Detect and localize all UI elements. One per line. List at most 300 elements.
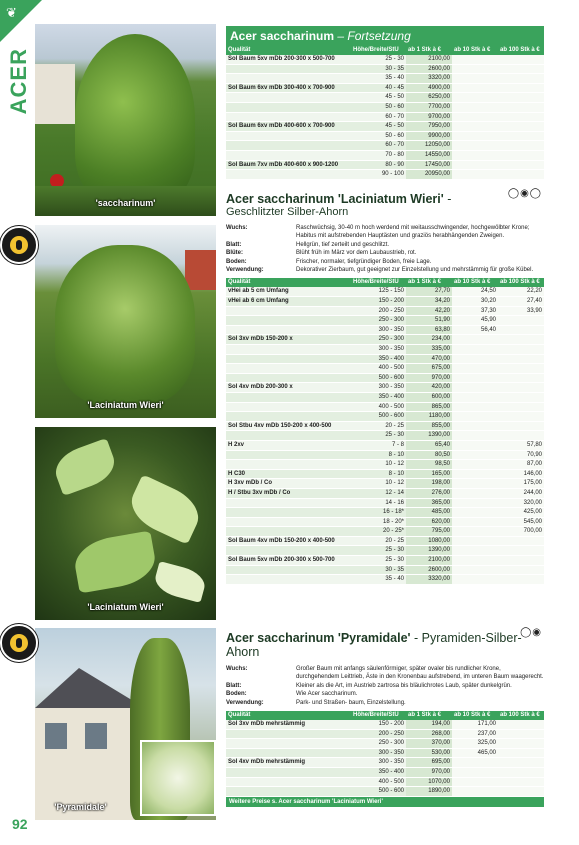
table-cell: H C30 (226, 469, 351, 479)
table-cell: 9700,00 (406, 112, 452, 122)
description-label: Blüte: (226, 250, 243, 257)
table-cell (452, 354, 498, 364)
table-cell: 2600,00 (406, 64, 452, 74)
table-cell: Sol Baum 4xv mDb 150-200 x 400-500 (226, 536, 351, 546)
table-cell (226, 64, 351, 74)
table-row (226, 335, 544, 345)
table-cell (452, 345, 498, 355)
table-cell: 22,20 (498, 287, 544, 296)
table-cell: 34,20 (406, 297, 452, 307)
table-cell: vHei ab 6 cm Umfang (226, 297, 351, 307)
table-cell: 27,70 (406, 287, 452, 296)
table-cell (498, 412, 544, 422)
table-cell: 45 - 50 (351, 93, 406, 103)
table-cell: 300 - 350 (351, 758, 406, 768)
table-cell: 237,00 (452, 729, 498, 739)
table-cell (226, 729, 351, 739)
table-cell: 250 - 300 (351, 335, 406, 345)
table-cell: 8 - 10 (351, 450, 406, 460)
table-row (226, 364, 544, 374)
table-cell: 51,90 (406, 316, 452, 326)
table-cell: 1080,00 (406, 536, 452, 546)
table-cell: 150 - 200 (351, 720, 406, 729)
table-row (226, 160, 544, 170)
table-cell (452, 508, 498, 518)
description-label: Wuchs: (226, 666, 248, 672)
table-cell: 98,50 (406, 460, 452, 470)
block-saccharinum-continued (226, 26, 544, 180)
table-cell: 150 - 200 (351, 297, 406, 307)
table-cell (226, 392, 351, 402)
table-cell: 365,00 (406, 498, 452, 508)
column-header: ab 1 Stk à € (406, 711, 452, 720)
table-cell (498, 758, 544, 768)
column-header: Höhe/Breite/StU (351, 278, 406, 287)
description-text: Blüht früh im März vor dem Laubaustrieb, rot. (296, 250, 417, 257)
table-cell: 865,00 (406, 402, 452, 412)
table-cell: 1070,00 (406, 777, 452, 787)
product-description (226, 224, 544, 274)
column-header: ab 10 Stk à € (452, 46, 498, 55)
column-header: Höhe/Breite/StU (351, 711, 406, 720)
table-cell (452, 74, 498, 84)
table-cell (498, 575, 544, 585)
table-cell (498, 102, 544, 112)
table-row (226, 517, 544, 527)
table-cell (498, 345, 544, 355)
column-header: ab 100 Stk à € (498, 711, 544, 720)
table-cell: 10 - 12 (351, 460, 406, 470)
table-row (226, 777, 544, 787)
table-row (226, 141, 544, 151)
table-cell: 12 - 14 (351, 488, 406, 498)
table-cell (452, 150, 498, 160)
description-label: Boden: (226, 691, 247, 698)
table-cell (452, 383, 498, 393)
table-cell: 250 - 300 (351, 739, 406, 749)
table-cell: 25 - 30 (351, 546, 406, 556)
table-row (226, 325, 544, 335)
table-cell: 500 - 600 (351, 787, 406, 797)
table-cell (498, 325, 544, 335)
table-cell: 500 - 600 (351, 412, 406, 422)
block-title-bar (226, 26, 544, 46)
block-laciniatum-wieri (226, 188, 544, 585)
table-cell: vHei ab 5 cm Umfang (226, 287, 351, 296)
description-label: Wuchs: (226, 225, 248, 231)
table-cell: 530,00 (406, 748, 452, 758)
table-cell: 268,00 (406, 729, 452, 739)
table-cell (452, 450, 498, 460)
table-footnote: Weitere Preise s. Acer saccharinum 'Laciniatum Wieri' (226, 797, 544, 807)
table-cell: H 3xv mDb / Co (226, 479, 351, 489)
table-cell: 50 - 60 (351, 102, 406, 112)
table-cell: 80 - 90 (351, 160, 406, 170)
table-cell (226, 141, 351, 151)
photo-caption: 'saccharinum' (95, 198, 156, 208)
table-row (226, 498, 544, 508)
table-row (226, 565, 544, 575)
table-cell (498, 112, 544, 122)
table-cell (452, 498, 498, 508)
table-cell (498, 720, 544, 729)
table-cell (452, 373, 498, 383)
table-cell (498, 122, 544, 132)
table-cell: 425,00 (498, 508, 544, 518)
table-row (226, 354, 544, 364)
bee-friendly-icon (0, 624, 38, 662)
table-cell: 244,00 (498, 488, 544, 498)
table-cell: 63,80 (406, 325, 452, 335)
table-cell (498, 729, 544, 739)
table-cell: 465,00 (452, 748, 498, 758)
description-label: Blatt: (226, 241, 242, 248)
table-cell (226, 170, 351, 180)
table-cell: 545,00 (498, 517, 544, 527)
table-cell (498, 546, 544, 556)
table-cell: 17450,00 (406, 160, 452, 170)
table-row (226, 402, 544, 412)
bee-friendly-icon (0, 226, 38, 264)
table-cell: 325,00 (452, 739, 498, 749)
table-cell: 675,00 (406, 364, 452, 374)
table-cell: 200 - 250 (351, 729, 406, 739)
table-cell: 146,00 (498, 469, 544, 479)
table-cell: 65,40 (406, 440, 452, 450)
table-cell (452, 527, 498, 537)
table-cell (226, 527, 351, 537)
table-cell: 25 - 30 (351, 556, 406, 566)
page-number: 92 (12, 816, 28, 832)
table-cell: Sol Baum 5xv mDb 200-300 x 500-700 (226, 55, 351, 64)
table-cell: 37,30 (452, 306, 498, 316)
table-cell (452, 402, 498, 412)
table-cell: 9900,00 (406, 131, 452, 141)
table-row (226, 306, 544, 316)
description-label: Boden: (226, 258, 247, 265)
table-cell: 70 - 80 (351, 150, 406, 160)
table-cell (452, 536, 498, 546)
table-cell: 175,00 (498, 479, 544, 489)
table-row (226, 556, 544, 566)
table-cell: 7950,00 (406, 122, 452, 132)
table-cell (452, 421, 498, 431)
table-cell: Sol Baum 5xv mDb 200-300 x 500-700 (226, 556, 351, 566)
table-cell: Sol 4xv mDb 200-300 x (226, 383, 351, 393)
table-cell (452, 412, 498, 422)
product-title: Acer saccharinum 'Laciniatum Wieri' - (226, 192, 452, 206)
table-cell: Sol Stbu 4xv mDb 150-200 x 400-500 (226, 421, 351, 431)
table-cell (226, 508, 351, 518)
table-cell: 50 - 60 (351, 131, 406, 141)
table-cell (226, 460, 351, 470)
table-row (226, 74, 544, 84)
table-cell: 970,00 (406, 768, 452, 778)
table-cell: 350 - 400 (351, 768, 406, 778)
table-cell (226, 325, 351, 335)
table-cell (452, 112, 498, 122)
table-cell (452, 102, 498, 112)
table-row (226, 748, 544, 758)
table-cell: 620,00 (406, 517, 452, 527)
block-title: Acer saccharinum (230, 29, 335, 43)
table-cell: 855,00 (406, 421, 452, 431)
table-cell: Sol 4xv mDb mehrstämmig (226, 758, 351, 768)
table-row (226, 536, 544, 546)
table-cell: Sol Baum 7xv mDb 400-600 x 900-1200 (226, 160, 351, 170)
table-cell: 300 - 350 (351, 325, 406, 335)
table-cell: 400 - 500 (351, 364, 406, 374)
description-text: Dekorativer Zierbaum, gut geeignet zur Einzelstellung und mehrstämmig für große Kübel. (296, 267, 534, 274)
column-header: ab 1 Stk à € (406, 46, 452, 55)
photo-laciniatum-leaves (35, 427, 216, 620)
photo-pyramidale (35, 628, 216, 820)
table-cell: 14550,00 (406, 150, 452, 160)
table-cell (498, 131, 544, 141)
table-cell: 2600,00 (406, 565, 452, 575)
product-title: Acer saccharinum 'Pyramidale' - Pyramiden-Silber-Ahorn (226, 631, 522, 659)
table-cell (498, 565, 544, 575)
table-cell: 8 - 10 (351, 469, 406, 479)
table-cell (226, 74, 351, 84)
table-cell: 7700,00 (406, 102, 452, 112)
description-text: Park- und Straßen- baum, Einzelstellung. (296, 699, 406, 706)
description-text: Hellgrün, tief zerteilt und geschlitzt. (296, 241, 390, 248)
table-cell: 45,90 (452, 316, 498, 326)
table-cell: 60 - 70 (351, 112, 406, 122)
table-cell (226, 768, 351, 778)
table-cell (452, 479, 498, 489)
price-table-2 (226, 278, 544, 584)
table-cell: 57,80 (498, 440, 544, 450)
table-cell (498, 402, 544, 412)
table-cell (498, 93, 544, 103)
table-cell: 12050,00 (406, 141, 452, 151)
table-cell (452, 469, 498, 479)
table-row (226, 316, 544, 326)
table-cell (226, 498, 351, 508)
table-row (226, 55, 544, 64)
table-cell (498, 83, 544, 93)
description-label: Verwendung: (226, 699, 264, 706)
table-cell: 45 - 50 (351, 122, 406, 132)
description-text: Frischer, normaler, tiefgründiger Boden, freie Lage. (296, 258, 432, 265)
table-cell: 20 - 25 (351, 536, 406, 546)
table-cell (452, 460, 498, 470)
table-cell: 27,40 (498, 297, 544, 307)
table-cell: 30 - 35 (351, 64, 406, 74)
table-cell (226, 345, 351, 355)
photo-saccharinum (35, 24, 216, 216)
table-cell: 20 - 25* (351, 527, 406, 537)
table-cell (226, 373, 351, 383)
table-cell (452, 392, 498, 402)
table-cell (498, 392, 544, 402)
table-cell (498, 316, 544, 326)
table-row (226, 739, 544, 749)
table-cell: 276,00 (406, 488, 452, 498)
table-cell: 20 - 25 (351, 421, 406, 431)
column-header: ab 100 Stk à € (498, 278, 544, 287)
table-cell (226, 93, 351, 103)
table-cell (226, 316, 351, 326)
table-cell (452, 64, 498, 74)
description-label: Blatt: (226, 682, 242, 689)
table-row (226, 768, 544, 778)
table-row (226, 83, 544, 93)
table-cell: 335,00 (406, 345, 452, 355)
table-row (226, 112, 544, 122)
table-cell: 400 - 500 (351, 777, 406, 787)
table-cell (226, 112, 351, 122)
table-row (226, 102, 544, 112)
table-cell (226, 364, 351, 374)
symbol-icons: ◯◉◯ (507, 188, 542, 199)
table-cell (452, 777, 498, 787)
table-row (226, 508, 544, 518)
table-row (226, 345, 544, 355)
block-pyramidale (226, 627, 544, 807)
photo-caption: 'Pyramidale' (54, 802, 107, 812)
table-row (226, 460, 544, 470)
table-cell (452, 431, 498, 441)
table-cell: 2100,00 (406, 556, 452, 566)
table-cell: 1890,00 (406, 787, 452, 797)
table-cell (226, 739, 351, 749)
table-cell (452, 122, 498, 132)
table-row (226, 431, 544, 441)
table-cell: 171,00 (452, 720, 498, 729)
table-cell: 14 - 16 (351, 498, 406, 508)
table-cell (226, 306, 351, 316)
description-text: Großer Baum mit anfangs säulenförmiger, später ovaler bis rundlicher Krone, durchgehendem Leittrieb, Äste in den Kronenbau aufstrebend, im unteren Baum waagerecht. (296, 666, 544, 681)
table-cell: 56,40 (452, 325, 498, 335)
table-cell: 1390,00 (406, 546, 452, 556)
photo-caption: 'Laciniatum Wieri' (87, 602, 164, 612)
table-row (226, 122, 544, 132)
table-cell (452, 170, 498, 180)
table-cell (452, 787, 498, 797)
table-cell (226, 102, 351, 112)
table-cell: 35 - 40 (351, 74, 406, 84)
table-row (226, 546, 544, 556)
table-cell: 700,00 (498, 527, 544, 537)
table-row (226, 469, 544, 479)
table-cell (452, 335, 498, 345)
price-table-1 (226, 46, 544, 180)
column-header: ab 1 Stk à € (406, 278, 452, 287)
table-cell (498, 373, 544, 383)
table-cell: 2100,00 (406, 55, 452, 64)
table-cell (498, 777, 544, 787)
block-title-suffix: – Fortsetzung (337, 29, 411, 43)
table-cell (226, 748, 351, 758)
table-row (226, 150, 544, 160)
product-description (226, 665, 544, 707)
table-cell: 198,00 (406, 479, 452, 489)
table-cell: 600,00 (406, 392, 452, 402)
table-cell: Sol 3xv mDb mehrstämmig (226, 720, 351, 729)
table-cell (498, 364, 544, 374)
table-cell (498, 748, 544, 758)
table-row (226, 527, 544, 537)
table-cell (498, 74, 544, 84)
table-cell: 33,90 (498, 306, 544, 316)
table-cell: 7 - 8 (351, 440, 406, 450)
table-cell: 42,20 (406, 306, 452, 316)
table-cell: 90 - 100 (351, 170, 406, 180)
photo-laciniatum-tree (35, 225, 216, 418)
table-row (226, 373, 544, 383)
table-cell (498, 55, 544, 64)
table-cell (498, 383, 544, 393)
table-cell (452, 364, 498, 374)
description-text: Wie Acer saccharinum. (296, 691, 358, 698)
table-cell: 350 - 400 (351, 392, 406, 402)
table-cell: 125 - 150 (351, 287, 406, 296)
table-cell (452, 758, 498, 768)
table-row (226, 575, 544, 585)
table-cell: 234,00 (406, 335, 452, 345)
table-cell (452, 131, 498, 141)
table-cell: 25 - 30 (351, 55, 406, 64)
table-cell (498, 150, 544, 160)
table-cell: H 2xv (226, 440, 351, 450)
table-cell: 970,00 (406, 373, 452, 383)
table-cell: 30 - 35 (351, 565, 406, 575)
table-cell: Sol Baum 6xv mDb 300-400 x 700-900 (226, 83, 351, 93)
table-cell (498, 787, 544, 797)
table-row (226, 787, 544, 797)
table-cell (226, 354, 351, 364)
table-cell (452, 440, 498, 450)
table-cell (498, 768, 544, 778)
table-cell (226, 575, 351, 585)
table-cell (498, 431, 544, 441)
table-cell (498, 354, 544, 364)
table-cell: 400 - 500 (351, 402, 406, 412)
table-cell (452, 575, 498, 585)
table-cell: Sol Baum 6xv mDb 400-600 x 700-900 (226, 122, 351, 132)
table-cell: 165,00 (406, 469, 452, 479)
table-cell (226, 412, 351, 422)
symbol-icons: ◯◉ (520, 627, 542, 638)
table-cell (452, 93, 498, 103)
table-cell: 250 - 300 (351, 316, 406, 326)
table-cell: 300 - 350 (351, 345, 406, 355)
table-cell: 470,00 (406, 354, 452, 364)
table-row (226, 297, 544, 307)
table-cell (452, 488, 498, 498)
column-header: ab 100 Stk à € (498, 46, 544, 55)
table-row (226, 729, 544, 739)
table-row (226, 64, 544, 74)
table-cell (498, 64, 544, 74)
table-cell: 795,00 (406, 527, 452, 537)
table-cell: 370,00 (406, 739, 452, 749)
table-cell (452, 141, 498, 151)
table-cell (226, 131, 351, 141)
table-cell: 60 - 70 (351, 141, 406, 151)
table-cell: 500 - 600 (351, 373, 406, 383)
photo-caption: 'Laciniatum Wieri' (87, 400, 164, 410)
table-cell: 320,00 (498, 498, 544, 508)
table-row (226, 440, 544, 450)
table-cell: 1390,00 (406, 431, 452, 441)
table-cell (226, 450, 351, 460)
table-row (226, 421, 544, 431)
table-cell (452, 768, 498, 778)
